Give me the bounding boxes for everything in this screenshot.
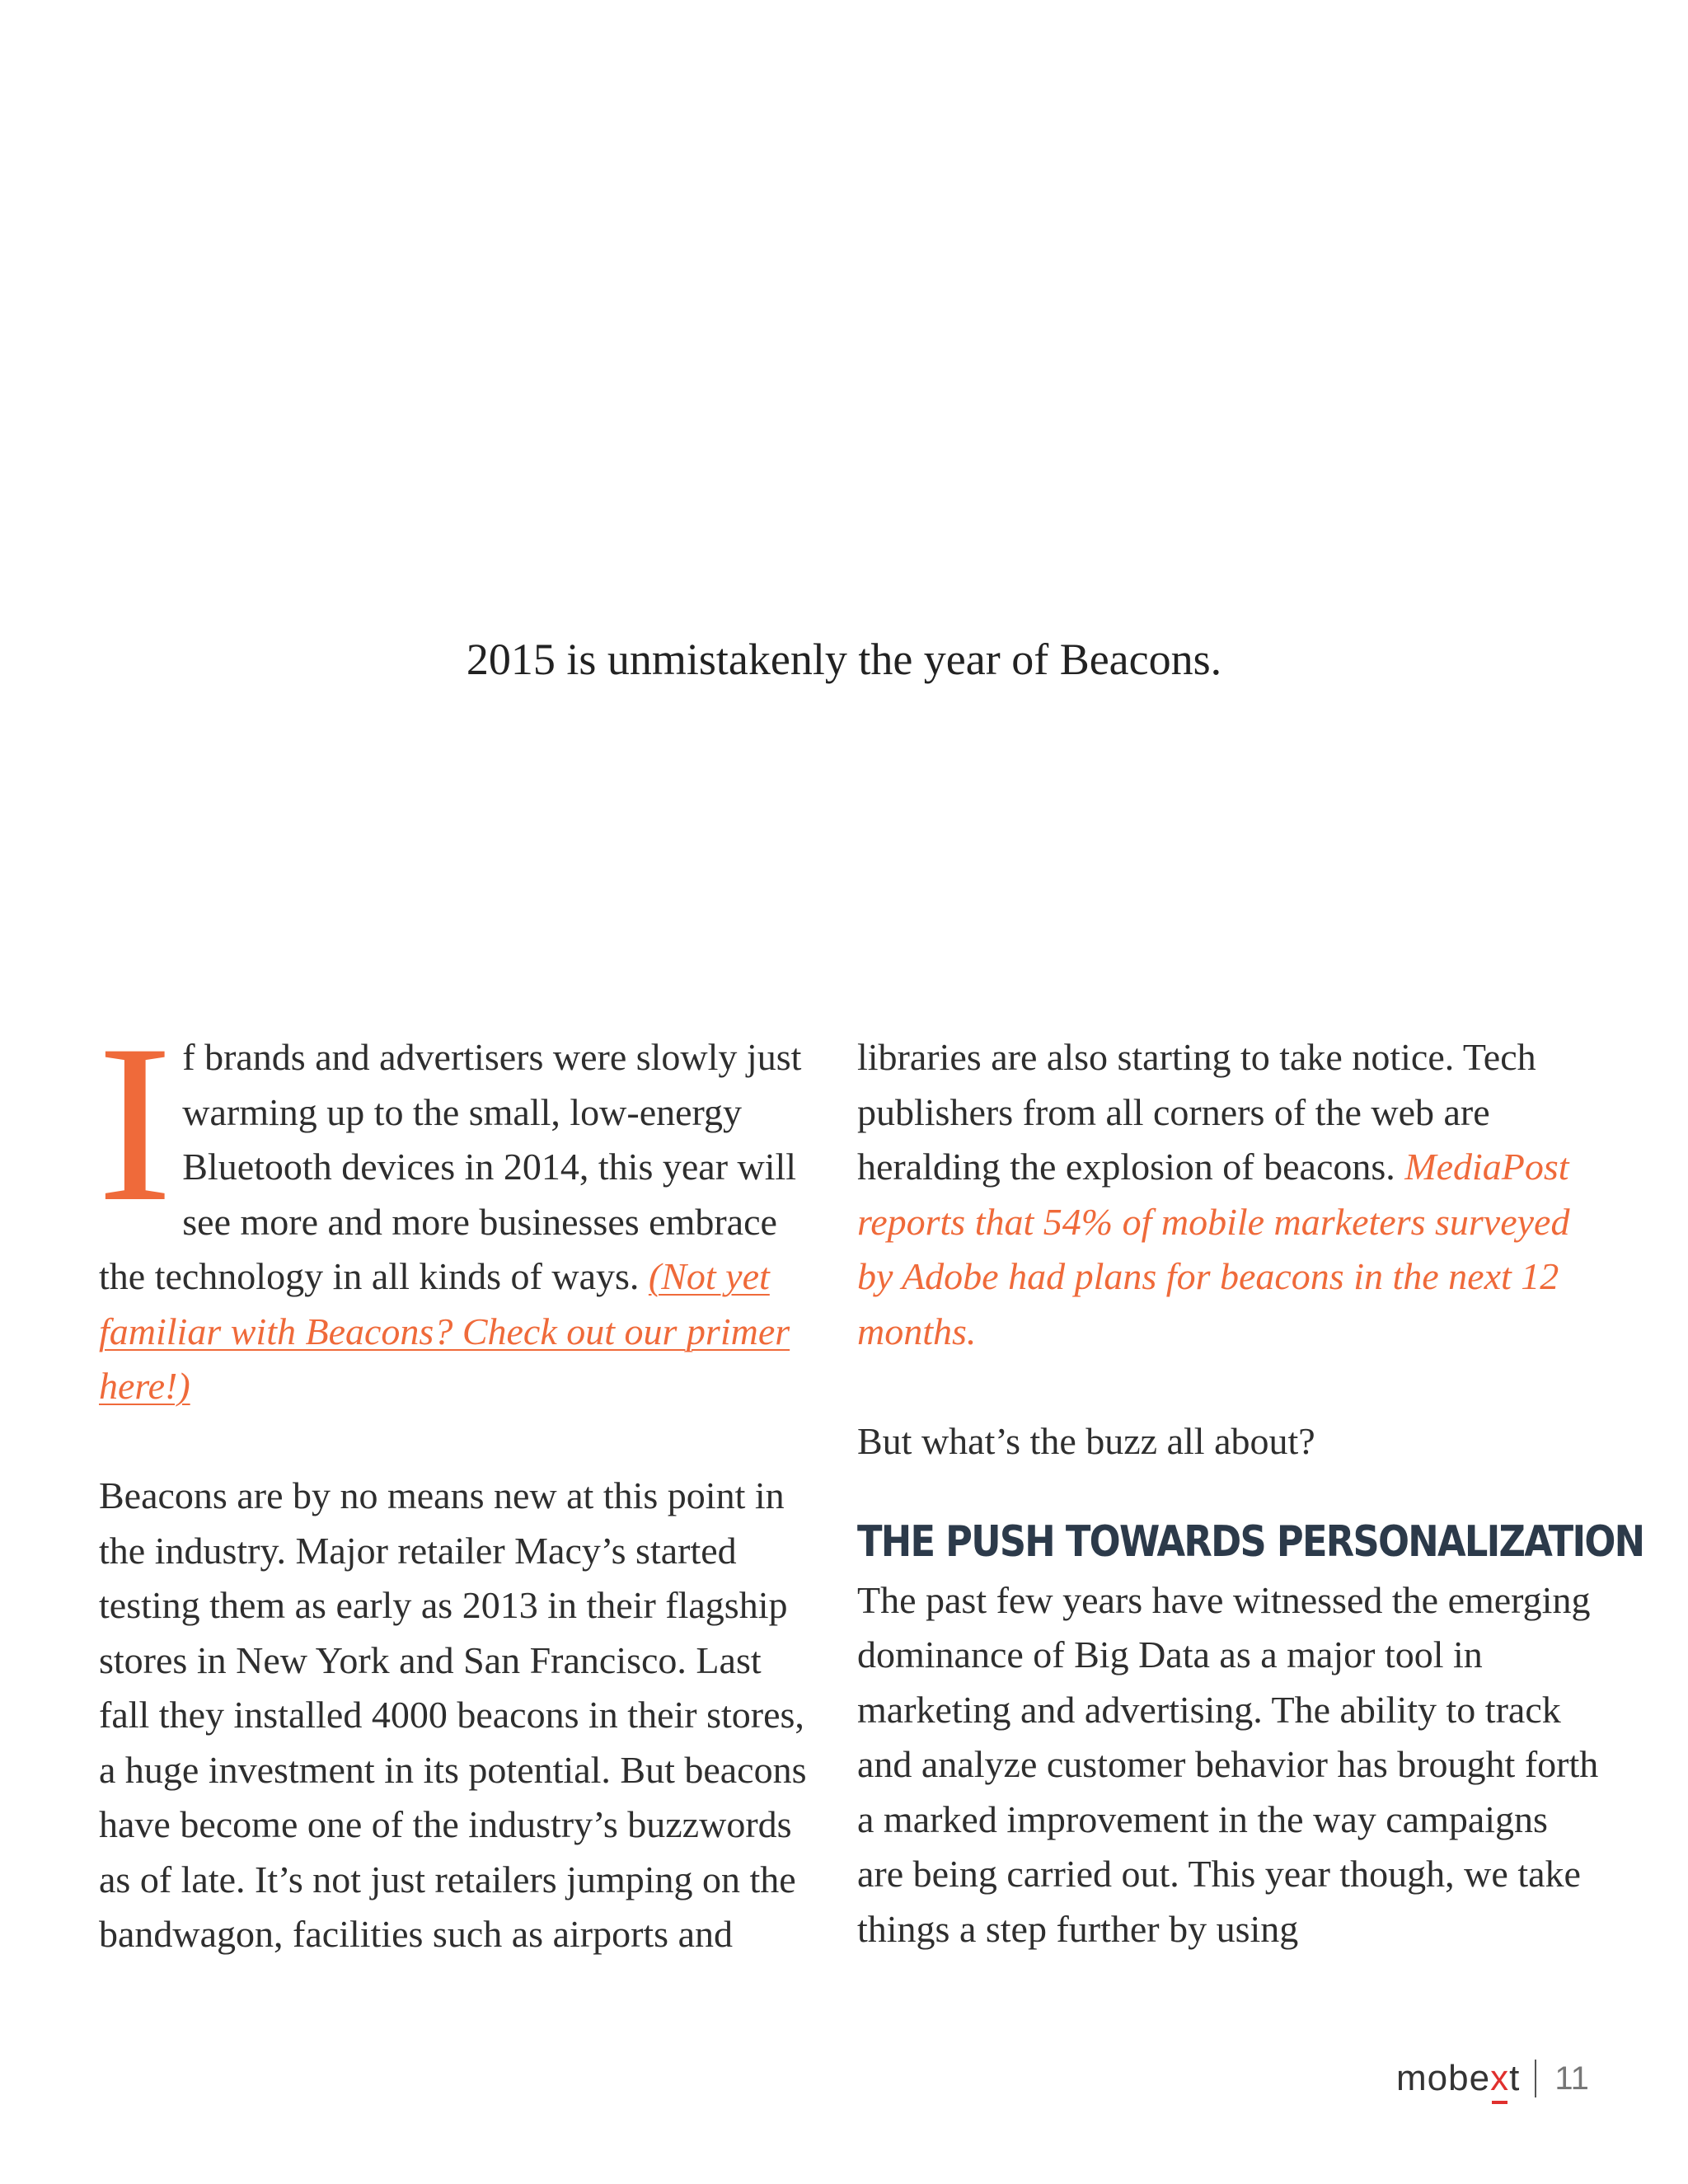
- intro-text: f brands and advertisers were slowly just warming up to the small, low-energy Bluetooth devices in 2014, this year will see more and more businesses embrace the technology in all kinds of ways.: [99, 1036, 802, 1297]
- brand-logo-part1: mobe: [1396, 2058, 1491, 2098]
- footer-divider: [1535, 2060, 1536, 2097]
- section-heading: THE PUSH TOWARDS PERSONALIZATION: [857, 1517, 1644, 1567]
- brand-logo-x-letter: x: [1490, 2058, 1510, 2098]
- macys-paragraph: Beacons are by no means new at this point in the industry. Major retailer Macy’s started testing them as early as 2013 in their flagship stores in New York and San Francisco. Last fall they installed 4000 beacons in their stores, a huge investment in its potential. But beacons have become one of the industry’s buzzwords as of late. It’s not just retailers jumping on the bandwagon, facilities such as airports and: [99, 1474, 807, 1955]
- beacons-primer-link[interactable]: (Not yet familiar with Beacons? Check out our primer here!): [99, 1255, 790, 1407]
- buzz-paragraph: But what’s the buzz all about?: [857, 1419, 1315, 1462]
- left-column: [97, 999, 808, 1962]
- page-number: 11: [1554, 2060, 1589, 2097]
- right-column: [857, 1030, 1644, 1957]
- brand-logo-x: [1490, 2058, 1509, 2099]
- libraries-text: libraries are also starting to take notice. Tech publishers from all corners of the web are heralding the explosion of beacons.: [857, 1036, 1536, 1188]
- mediapost-quote: MediaPost reports that 54% of mobile marketers surveyed by Adobe had plans for beacons in the next 12 months.: [857, 1146, 1570, 1352]
- drop-cap: I: [97, 999, 173, 1249]
- big-data-paragraph: The past few years have witnessed the emerging dominance of Big Data as a major tool in marketing and advertising. The ability to track and analyze customer behavior has brought forth a marked improvement in the way campaigns are being carried out. This year though, we take things a step further by using: [857, 1578, 1599, 1950]
- page-footer: [1396, 2055, 1589, 2102]
- libraries-paragraph: [857, 1030, 1599, 1359]
- intro-paragraph: [97, 999, 808, 1414]
- page-tagline: 2015 is unmistakenly the year of Beacons.: [466, 635, 1222, 684]
- brand-logo-part2: t: [1509, 2058, 1521, 2098]
- brand-logo: [1396, 2058, 1520, 2099]
- brand-underline-mark: [1492, 2101, 1507, 2104]
